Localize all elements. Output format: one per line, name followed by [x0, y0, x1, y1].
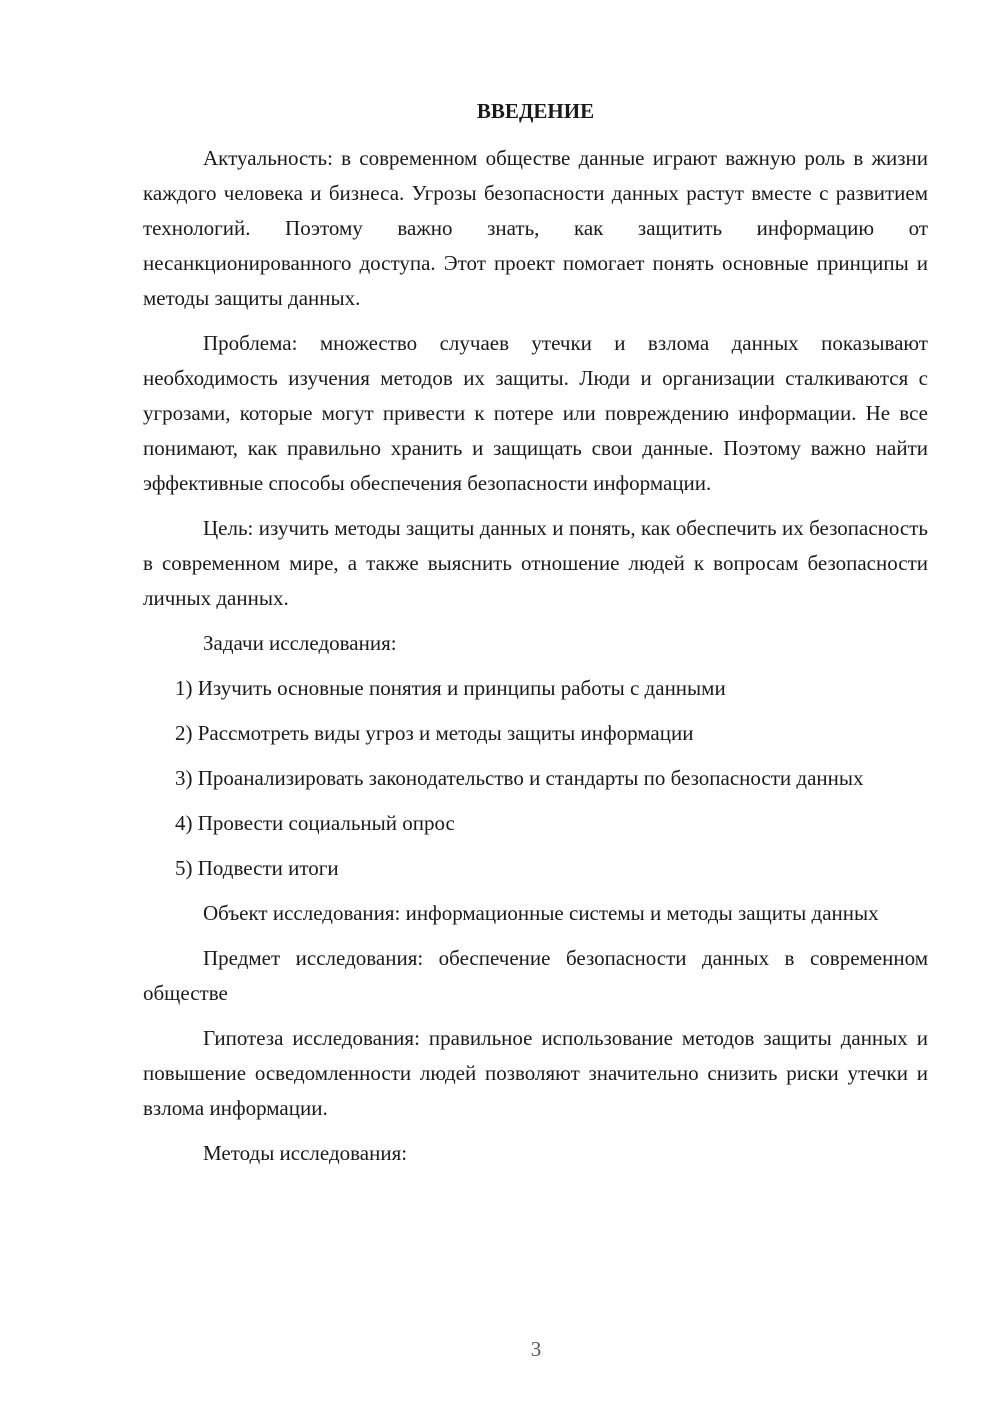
relevance-paragraph: Актуальность: в современном обществе данные играют важную роль в жизни каждого человека и бизнеса. Угрозы безопасности данных растут вместе с развитием технологий. Поэтому важно знать, как защитить информацию от несанкционированного доступа. Этот проект помогает понять основные принципы и методы защиты данных. [143, 146, 928, 310]
task-item-5: 5) Подвести итоги [175, 856, 339, 880]
task-item-1: 1) Изучить основные понятия и принципы работы с данными [175, 676, 726, 700]
task-item-4: 4) Провести социальный опрос [175, 811, 455, 835]
page-title: ВВЕДЕНИЕ [476, 99, 595, 123]
task-item-2: 2) Рассмотреть виды угроз и методы защиты информации [175, 721, 694, 745]
tasks-heading: Задачи исследования: [203, 631, 397, 655]
page-number: 3 [530, 1337, 542, 1361]
page-content [143, 94, 928, 1181]
task-item-3: 3) Проанализировать законодательство и стандарты по безопасности данных [175, 766, 864, 790]
hypothesis-paragraph: Гипотеза исследования: правильное использование методов защиты данных и повышение осведомленности людей позволяют значительно снизить риски утечки и взлома информации. [143, 1026, 928, 1120]
subject-paragraph: Предмет исследования: обеспечение безопасности данных в современном обществе [143, 946, 928, 1005]
methods-heading: Методы исследования: [203, 1141, 408, 1165]
object-paragraph: Объект исследования: информационные системы и методы защиты данных [203, 901, 879, 925]
goal-paragraph: Цель: изучить методы защиты данных и понять, как обеспечить их безопасность в современном мире, а также выяснить отношение людей к вопросам безопасности личных данных. [143, 516, 928, 610]
problem-paragraph: Проблема: множество случаев утечки и взлома данных показывают необходимость изучения методов их защиты. Люди и организации сталкиваются с угрозами, которые могут привести к потере или повреждению информации. Не все понимают, как правильно хранить и защищать свои данные. Поэтому важно найти эффективные способы обеспечения безопасности информации. [143, 331, 928, 495]
